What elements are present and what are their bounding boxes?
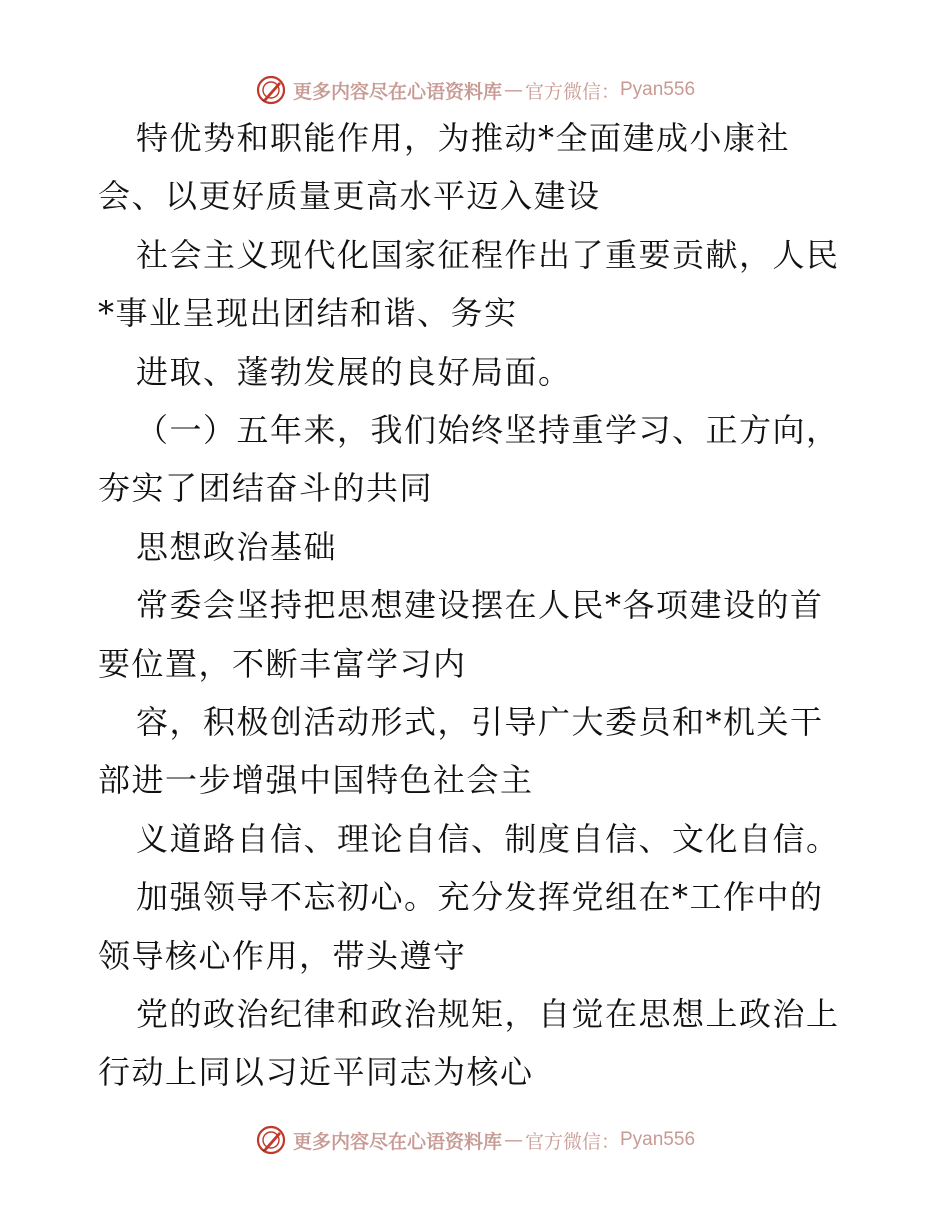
text-line: 要位置，不断丰富学习内: [98, 644, 467, 683]
text-line: 行动上同以习近平同志为核心: [98, 1053, 534, 1092]
text-line: 进取、蓬勃发展的良好局面。: [136, 352, 572, 391]
text-line: 常委会坚持把思想建设摆在人民*各项建设的首: [136, 586, 824, 625]
banner-wechat-label: 官方微信：: [524, 1130, 620, 1153]
pen-logo-icon: [255, 1124, 287, 1156]
text-line: 社会主义现代化国家征程作出了重要贡献，人民: [136, 235, 840, 274]
pen-logo-icon: [255, 74, 287, 106]
text-line: 夯实了团结奋斗的共同: [98, 469, 434, 508]
text-line: 思想政治基础: [136, 527, 338, 566]
banner-wechat-id: Pyan556: [620, 1129, 696, 1150]
banner-main-text: 更多内容尽在心语资料库: [292, 80, 502, 103]
text-line: 加强领导不忘初心。充分发挥党组在*工作中的: [136, 878, 824, 917]
text-line: 党的政治纪律和政治规矩，自觉在思想上政治上: [136, 995, 840, 1033]
text-line: 特优势和职能作用，为推动*全面建成小康社: [136, 119, 791, 157]
text-line: 领导核心作用，带头遵守: [98, 936, 467, 975]
footer-banner: [0, 1120, 950, 1160]
text-line: 义道路自信、理论自信、制度自信、文化自信。: [136, 819, 840, 858]
text-line: 会、以更好质量更高水平迈入建设: [98, 177, 601, 216]
text-line: *事业呈现出团结和谐、务实: [98, 294, 518, 333]
text-line: 容，积极创活动形式，引导广大委员和*机关干: [136, 703, 824, 741]
banner-main-text: 更多内容尽在心语资料库: [292, 1130, 502, 1153]
header-banner: [0, 70, 950, 110]
banner-dash: —: [503, 79, 523, 101]
text-line: （一）五年来，我们始终坚持重学习、正方向，: [136, 411, 840, 449]
banner-wechat-label: 官方微信：: [524, 80, 620, 103]
banner-dash: —: [503, 1129, 523, 1151]
banner-wechat-id: Pyan556: [620, 79, 696, 100]
text-line: 部进一步增强中国特色社会主: [98, 761, 534, 800]
